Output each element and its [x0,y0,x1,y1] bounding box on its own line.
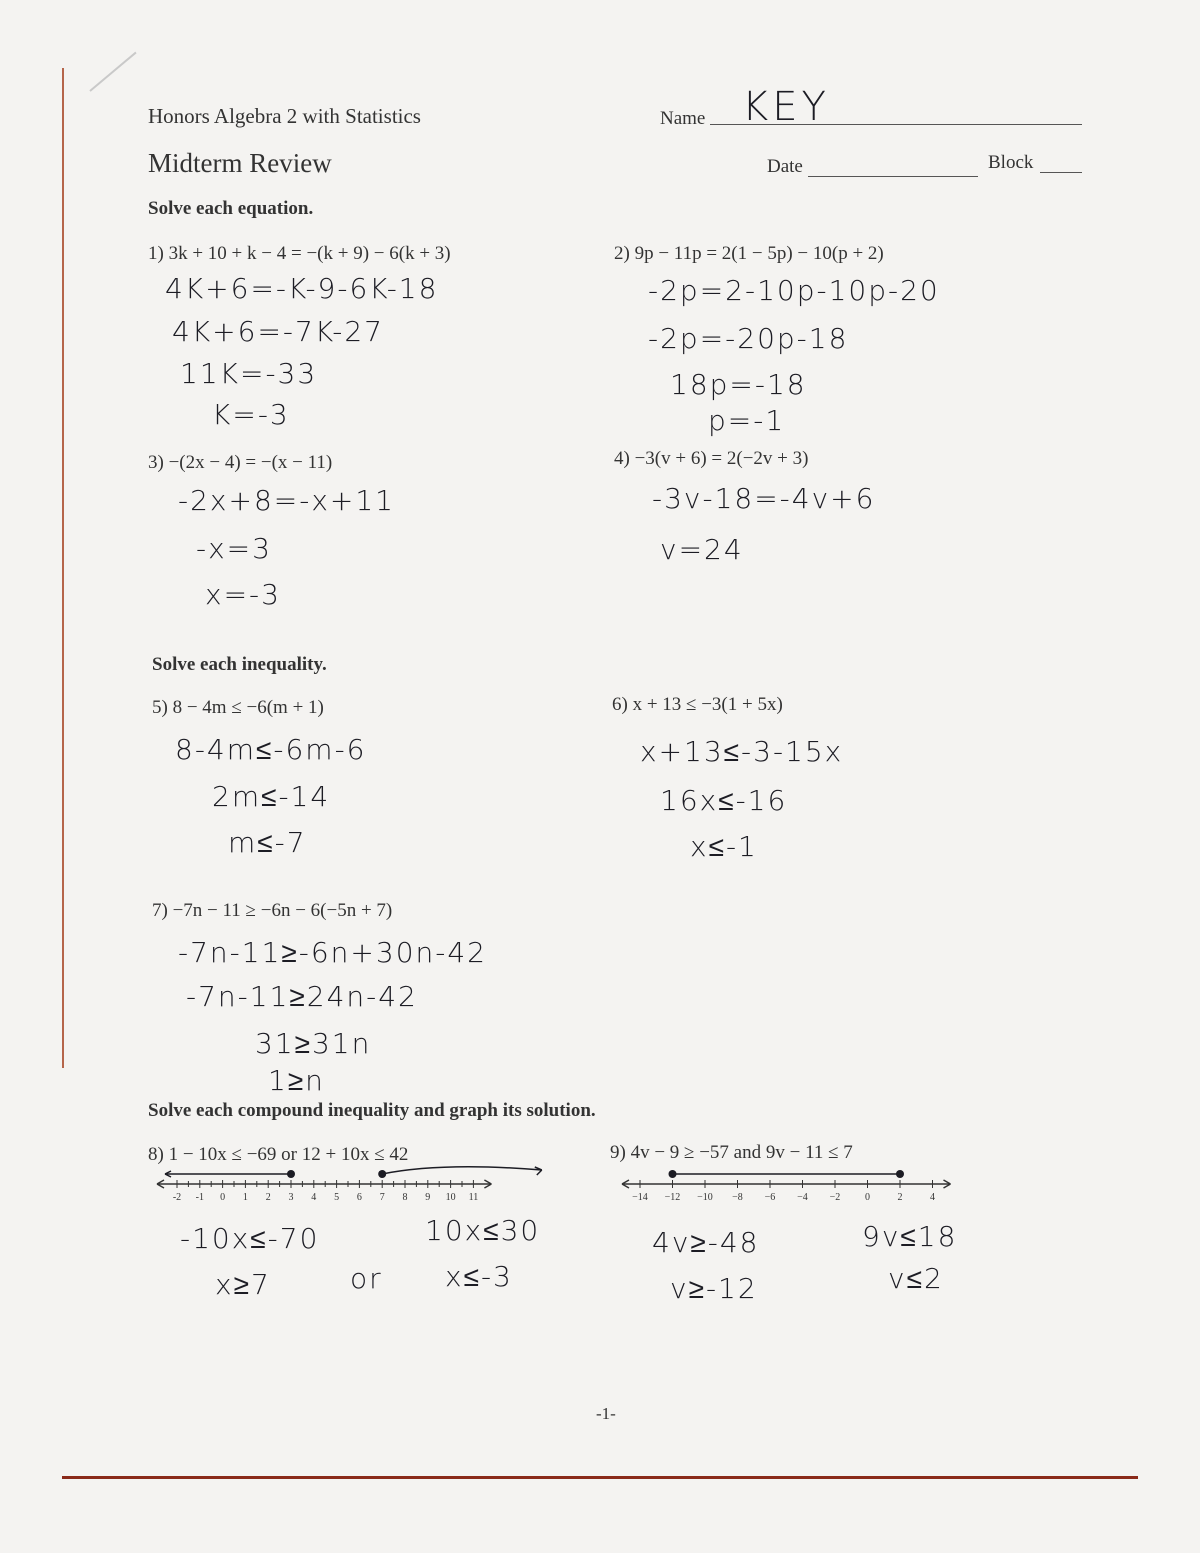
date-label: Date [767,156,803,177]
work-line: m≤-7 [228,826,307,859]
problem-number: 5) [152,697,168,718]
section-heading-equations: Solve each equation. [148,198,314,219]
date-line [808,176,978,177]
work-line: 16x≤-16 [660,784,788,817]
tick-label: −8 [732,1192,743,1203]
tick-label: 4 [311,1192,317,1203]
tick-label: 5 [334,1192,340,1203]
problem-text: 4v − 9 ≥ −57 and 9v − 11 ≤ 7 [630,1142,853,1163]
problem-7 [152,900,392,922]
problem-text: 1 − 10x ≤ −69 or 12 + 10x ≤ 42 [168,1144,409,1165]
work-line: 4K+6=-K-9-6K-18 [165,272,439,305]
block-label: Block [988,152,1034,173]
name-value: KEY [742,84,830,130]
problem-1 [148,243,451,265]
block-line [1040,172,1082,173]
page-title: Midterm Review [148,148,332,178]
tick-label: 11 [468,1192,479,1203]
work-connector: or [350,1262,383,1295]
work-line: -2p=2-10p-10p-20 [648,274,940,307]
work-line: 11K=-33 [180,357,318,390]
work-line: -10x≤-70 [180,1222,320,1255]
solution-point [287,1170,295,1178]
tick-label: −6 [764,1192,776,1203]
work-line: p=-1 [708,404,786,437]
number-line-9-svg [620,1162,960,1212]
problem-5 [152,697,324,719]
problem-text: x + 13 ≤ −3(1 + 5x) [632,694,783,715]
problem-6 [612,694,783,716]
work-line: -2x+8=-x+11 [178,484,395,517]
problem-number: 6) [612,694,628,715]
work-line: 10x≤30 [425,1214,541,1247]
tick-label: −2 [829,1192,841,1203]
tick-label: 7 [379,1192,385,1203]
number-line-8 [155,1162,500,1217]
work-line: 4v≥-48 [652,1226,760,1259]
course-name: Honors Algebra 2 with Statistics [148,104,421,128]
number-line-9 [620,1162,960,1217]
problem-number: 2) [614,243,630,264]
work-line: -7n-11≥-6n+30n-42 [178,936,487,969]
name-label: Name [660,108,706,129]
solution-point [896,1170,904,1178]
work-line: 9v≤18 [862,1220,958,1253]
work-line: x=-3 [205,578,281,611]
margin-line [62,68,64,1068]
work-line: x≥7 [215,1268,271,1301]
tick-label: -2 [172,1192,182,1203]
work-line: 1≥n [268,1064,325,1097]
problem-text: 8 − 4m ≤ −6(m + 1) [172,697,324,718]
work-line: 8-4m≤-6m-6 [175,733,367,766]
problem-number: 8) [148,1144,164,1165]
tick-label: −12 [664,1192,681,1203]
work-line: 31≥31n [255,1027,372,1060]
work-line: x≤-1 [690,830,758,863]
section-heading-inequalities: Solve each inequality. [152,654,327,675]
solution-ray-right [382,1167,542,1174]
tick-label: 2 [265,1192,271,1203]
section-heading-compound: Solve each compound inequality and graph its solution. [148,1100,596,1121]
problem-number: 9) [610,1142,626,1163]
problem-number: 4) [614,448,630,469]
tick-label: −4 [797,1192,808,1203]
work-line: 4K+6=-7K-27 [172,315,384,348]
number-line-8-svg [155,1162,500,1212]
page-number: -1- [596,1404,616,1423]
tick-label: 1 [242,1192,248,1203]
tick-label: 8 [402,1192,408,1203]
work-line: 2m≤-14 [212,780,331,813]
ray-arrow-icon [535,1167,542,1175]
problem-text: −7n − 11 ≥ −6n − 6(−5n + 7) [172,900,393,921]
problem-text: 3k + 10 + k − 4 = −(k + 9) − 6(k + 3) [168,243,451,264]
problem-number: 7) [152,900,168,921]
work-line: -3v-18=-4v+6 [652,482,876,515]
work-line: v=24 [660,533,744,566]
tick-label: -1 [195,1192,204,1203]
solution-point [669,1170,677,1178]
tick-label: 10 [445,1192,456,1203]
problem-text: −(2x − 4) = −(x − 11) [168,452,333,473]
bottom-border [62,1476,1138,1479]
problem-text: −3(v + 6) = 2(−2v + 3) [634,448,809,469]
problem-9 [610,1142,853,1164]
tick-label: −14 [632,1192,648,1203]
work-line: -x=3 [196,532,272,565]
work-line: K=-3 [212,398,290,431]
work-line: -7n-11≥24n-42 [186,980,418,1013]
problem-number: 3) [148,452,164,473]
problem-3 [148,452,332,474]
work-line: x≤-3 [445,1260,513,1293]
tick-label: 9 [425,1192,431,1203]
tick-label: 3 [288,1192,294,1203]
problem-number: 1) [148,243,164,264]
tick-label: 2 [897,1192,903,1203]
work-line: v≤2 [888,1262,944,1295]
work-line: v≥-12 [670,1272,758,1305]
work-line: x+13≤-3-15x [640,735,844,768]
problem-text: 9p − 11p = 2(1 − 5p) − 10(p + 2) [634,243,884,264]
tick-label: 6 [356,1192,362,1203]
problem-2 [614,243,884,265]
tick-label: −10 [697,1192,713,1203]
tick-label: 0 [220,1192,226,1203]
tick-label: 4 [930,1192,935,1203]
pencil-mark [89,52,136,92]
work-line: -2p=-20p-18 [648,322,849,355]
work-line: 18p=-18 [670,368,807,401]
problem-4 [614,448,808,470]
solution-point [378,1170,386,1178]
tick-label: 0 [865,1192,870,1203]
